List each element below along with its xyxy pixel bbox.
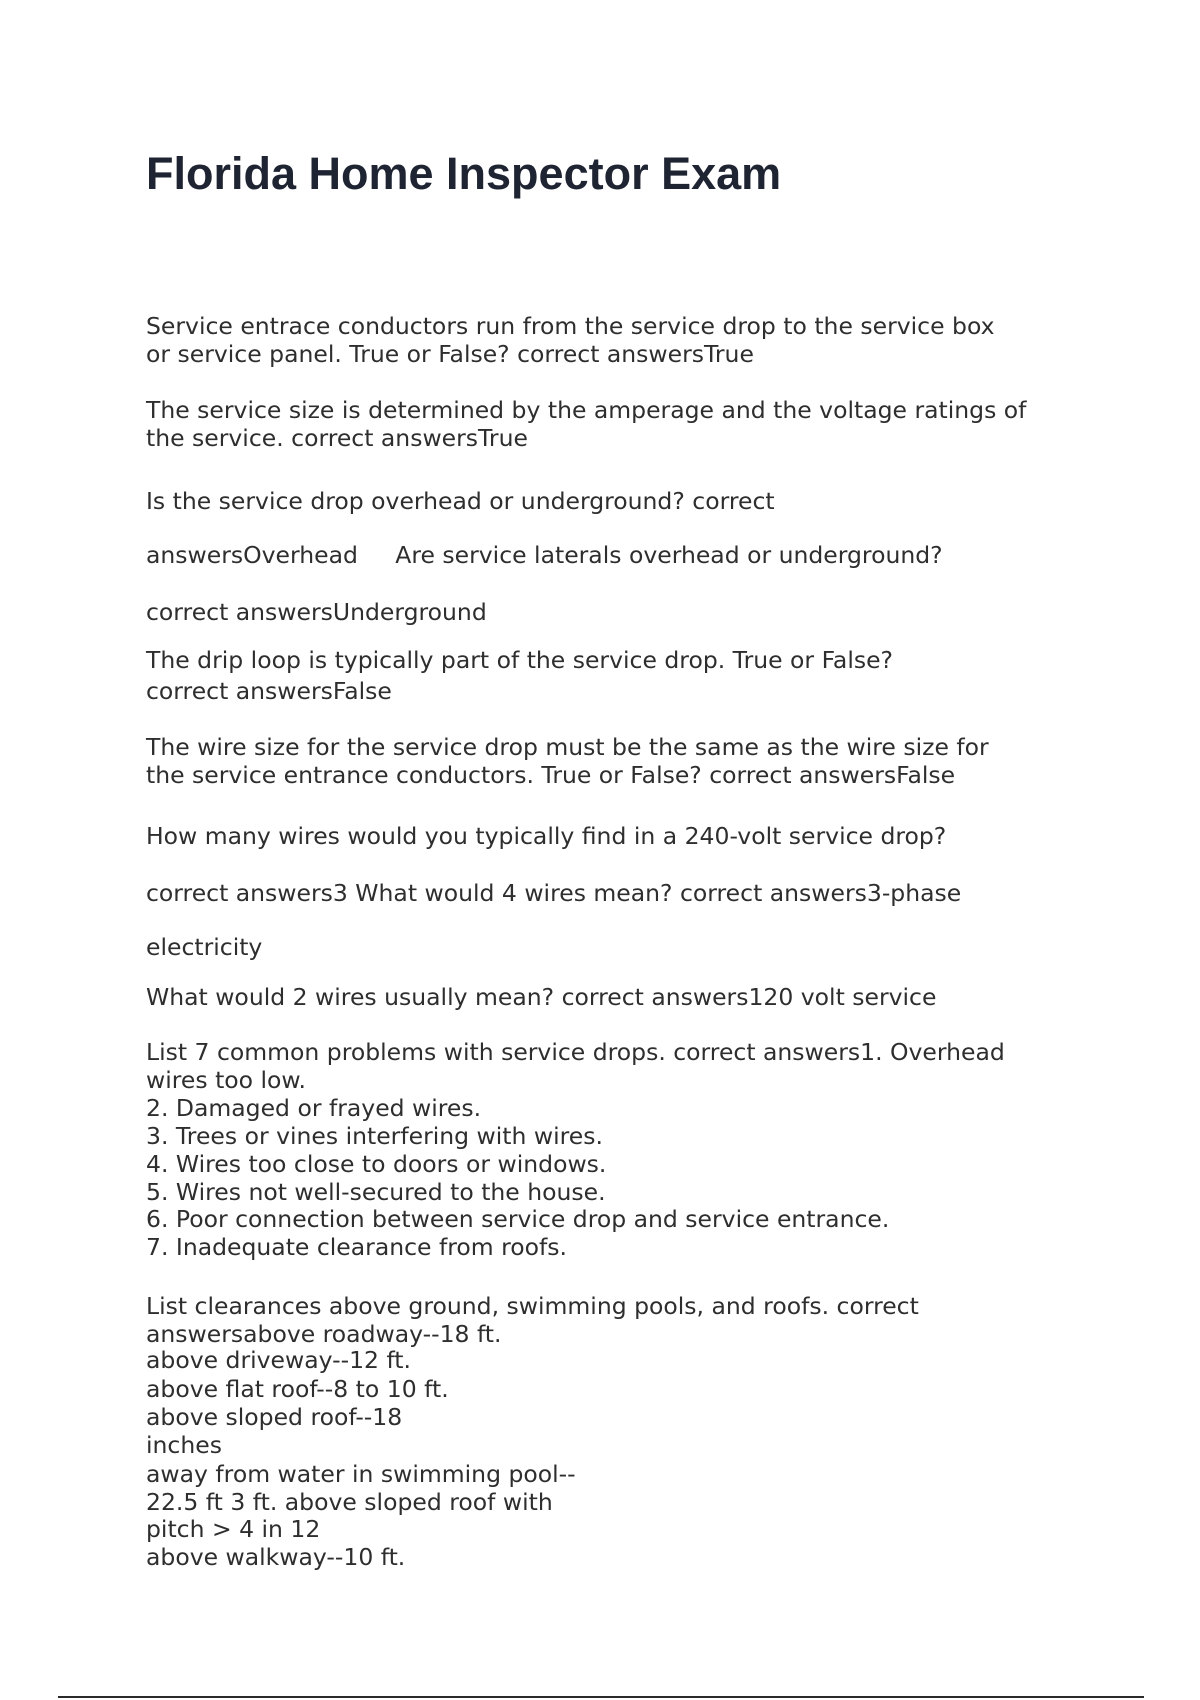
text-line: The drip loop is typically part of the service drop. True or False? xyxy=(146,646,894,674)
list-item: 7. Inadequate clearance from roofs. xyxy=(146,1233,568,1261)
text-line: the service. correct answersTrue xyxy=(146,424,528,452)
text-line: correct answers3 What would 4 wires mean? correct answers3-phase xyxy=(146,879,962,907)
text-line: above walkway--10 ft. xyxy=(146,1543,406,1571)
text-line: wires too low. xyxy=(146,1066,306,1094)
text-line: List 7 common problems with service drops. correct answers1. Overhead xyxy=(146,1038,1005,1066)
list-item: 6. Poor connection between service drop and service entrance. xyxy=(146,1205,890,1233)
text-line: electricity xyxy=(146,933,263,961)
text-line: above driveway--12 ft. xyxy=(146,1346,411,1374)
page-title: Florida Home Inspector Exam xyxy=(146,148,782,199)
list-item: 4. Wires too close to doors or windows. xyxy=(146,1150,607,1178)
text-line: How many wires would you typically find in a 240-volt service drop? xyxy=(146,822,947,850)
text-line: correct answersFalse xyxy=(146,677,392,705)
text-line: above sloped roof--18 xyxy=(146,1403,403,1431)
text-line: away from water in swimming pool-- xyxy=(146,1460,576,1488)
footer-divider xyxy=(58,1696,1144,1698)
text-line: answersOverhead Are service laterals overhead or underground? xyxy=(146,541,943,569)
text-line: or service panel. True or False? correct answersTrue xyxy=(146,340,754,368)
text-line: above flat roof--8 to 10 ft. xyxy=(146,1375,449,1403)
text-line: List clearances above ground, swimming pools, and roofs. correct xyxy=(146,1292,919,1320)
text-line: answersabove roadway--18 ft. xyxy=(146,1320,502,1348)
text-line: the service entrance conductors. True or False? correct answersFalse xyxy=(146,761,956,789)
text-line: inches xyxy=(146,1431,222,1459)
list-item: 5. Wires not well-secured to the house. xyxy=(146,1178,606,1206)
text-line: Is the service drop overhead or underground? correct xyxy=(146,487,775,515)
text-line: pitch > 4 in 12 xyxy=(146,1515,321,1543)
text-line: Service entrace conductors run from the service drop to the service box xyxy=(146,312,995,340)
text-line: What would 2 wires usually mean? correct answers120 volt service xyxy=(146,983,937,1011)
text-line: correct answersUnderground xyxy=(146,598,487,626)
text-line: 22.5 ft 3 ft. above sloped roof with xyxy=(146,1488,553,1516)
text-line: The service size is determined by the amperage and the voltage ratings of xyxy=(146,396,1027,424)
list-item: 3. Trees or vines interfering with wires. xyxy=(146,1122,603,1150)
list-item: 2. Damaged or frayed wires. xyxy=(146,1094,482,1122)
text-line: The wire size for the service drop must be the same as the wire size for xyxy=(146,733,989,761)
